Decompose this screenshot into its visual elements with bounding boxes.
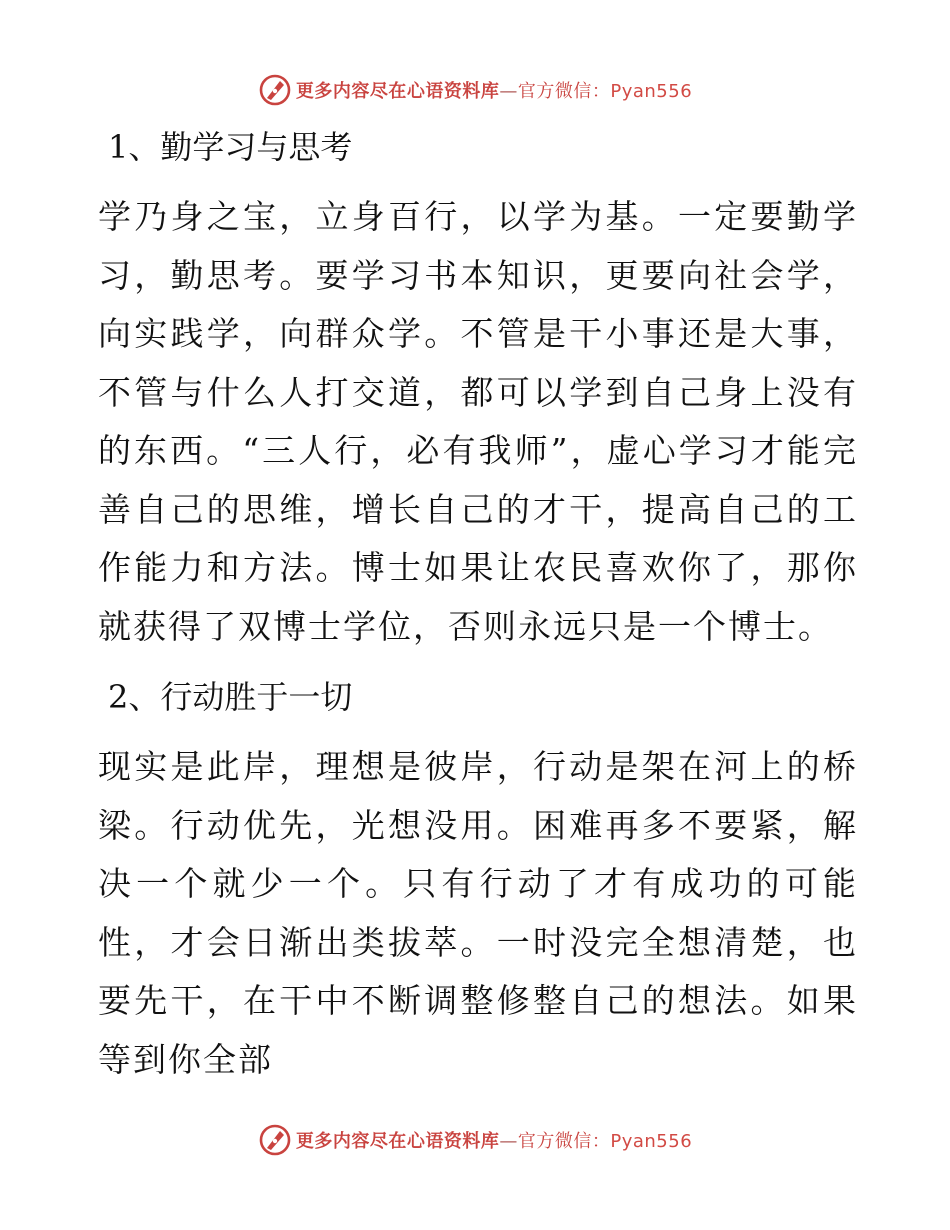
watermark-wechat-account: Pyan556: [610, 81, 693, 102]
document-body: [98, 118, 858, 1089]
watermark-separator: —: [499, 1131, 518, 1152]
watermark-text: [296, 1127, 692, 1153]
pen-nib-circle-logo-icon: [258, 73, 292, 107]
watermark-banner-top: [0, 70, 950, 110]
pen-nib-circle-logo-icon: [258, 1123, 292, 1157]
section-1-paragraph: 学乃身之宝，立身百行，以学为基。一定要勤学习，勤思考。要学习书本知识，更要向社会学，向实践学，向群众学。不管是干小事还是大事，不管与什么人打交道，都可以学到自己身上没有的东西。“三人行，必有我师”，虚心学习才能完善自己的思维，增长自己的才干，提高自己的工作能力和方法。博士如果让农民喜欢你了，那你就获得了双博士学位，否则永远只是一个博士。: [98, 197, 858, 646]
watermark-text: [296, 77, 692, 103]
watermark-wechat-account: Pyan556: [610, 1131, 693, 1152]
section-2-heading: 2、行动胜于一切: [108, 678, 353, 716]
watermark-banner-bottom: [0, 1120, 950, 1160]
section-2-paragraph: 现实是此岸，理想是彼岸，行动是架在河上的桥梁。行动优先，光想没用。困难再多不要紧，解决一个就少一个。只有行动了才有成功的可能性，才会日渐出类拔萃。一时没完全想清楚，也要先干，在干中不断调整修整自己的想法。如果等到你全部: [98, 747, 858, 1079]
watermark-separator: —: [499, 81, 518, 102]
watermark-wechat-label: 官方微信：: [517, 1131, 611, 1152]
section-1-heading: 1、勤学习与思考: [108, 128, 353, 166]
watermark-brand-text: 更多内容尽在心语资料库: [295, 81, 500, 102]
watermark-brand-text: 更多内容尽在心语资料库: [295, 1131, 500, 1152]
watermark-wechat-label: 官方微信：: [517, 81, 611, 102]
